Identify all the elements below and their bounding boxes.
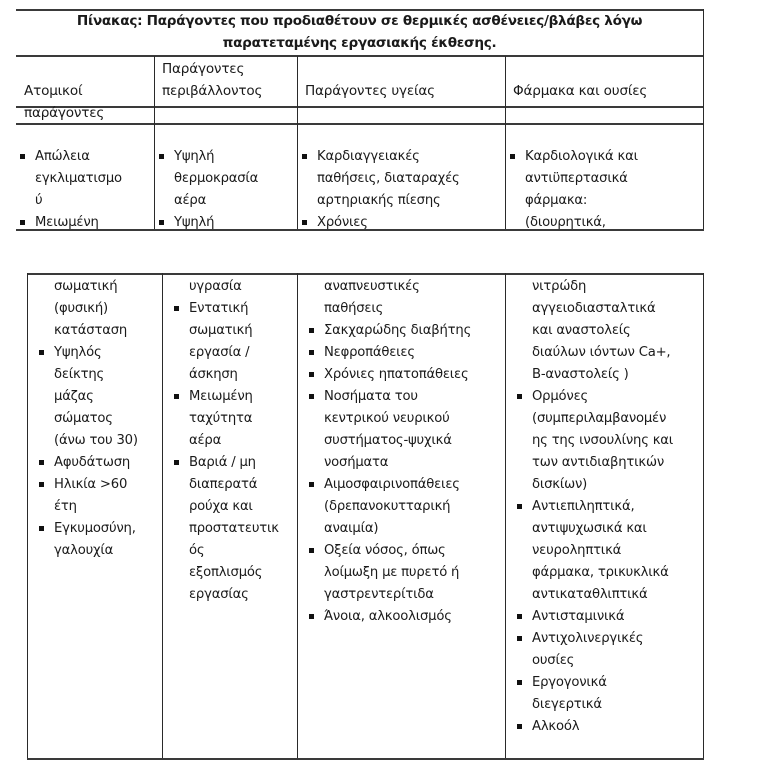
list-item-continuation: προστατευτικ	[189, 521, 279, 536]
list-item-continuation: αντιψυχωσικά και	[532, 521, 647, 536]
list-item: Βαριά / μη	[172, 452, 296, 474]
list-item-continuation: φάρμακα:	[525, 193, 588, 208]
list-item-continuation: μάζας	[54, 389, 94, 404]
list-item-continuation: γαστρεντερίτιδα	[324, 587, 434, 602]
list-item-continuation: εργασίας	[189, 587, 249, 602]
list-item-continuation: γαλουχία	[54, 543, 114, 558]
list-item-continuation: (άνω του 30)	[54, 433, 138, 448]
part-2-top-border	[27, 273, 704, 275]
list-item-continuation: ός	[189, 543, 205, 558]
list-item-continuation: λοίμωξη με πυρετό ή	[324, 565, 460, 580]
cell-individual-factors-p2	[37, 276, 161, 562]
list-item: Νοσήματα του	[307, 386, 504, 408]
part-1-bottom-border	[16, 106, 704, 108]
list-item: Οξεία νόσος, όπως	[307, 540, 504, 562]
list-item-continuation: αναιμία)	[324, 521, 379, 536]
cell-drugs-substances-p2	[515, 276, 702, 738]
column-header-environmental-factors: Παράγοντες περιβάλλοντος	[162, 61, 263, 99]
column-divider-2-body	[297, 106, 298, 230]
list-item: Αλκοόλ	[515, 716, 702, 738]
list-item-continuation: ύ	[35, 193, 43, 208]
list-item: Ηλικία >60	[37, 474, 161, 496]
list-item-continuation: νευροληπτικά	[532, 543, 622, 558]
list-item-continuation: θερμοκρασία	[174, 171, 259, 186]
list-item-continuation: εξοπλισμός	[189, 565, 263, 580]
list-item: Άνοια, αλκοολισμός	[307, 606, 504, 628]
table-right-border-body	[703, 106, 704, 230]
list-item-continuation: υγρασία	[189, 279, 242, 294]
list-item-continuation: διεγερτικά	[532, 697, 602, 712]
list-item-continuation: αναπνευστικές	[324, 279, 420, 294]
list-item: Εντατική	[172, 298, 296, 320]
list-item-continuation: νοσήματα	[324, 455, 389, 470]
list-item-continuation: παθήσεις, διαταραχές	[317, 171, 460, 186]
list-item-continuation: συστήματος-ψυχικά	[324, 433, 452, 448]
list-item-continuation: ης της ινσουλίνης και	[532, 433, 674, 448]
list-item-continuation: φάρμακα, τρικυκλικά	[532, 565, 669, 580]
part-2-bottom-border	[27, 758, 704, 760]
list-item-continuation: αρτηριακής πίεσης	[317, 193, 441, 208]
list-item: Καρδιολογικά και	[508, 146, 701, 168]
list-item: Εργογονικά	[515, 672, 702, 694]
list-item-continuation: αέρα	[189, 433, 222, 448]
list-item: Ορμόνες	[515, 386, 702, 408]
column-divider-1-body	[154, 106, 155, 230]
column-header-drugs-substances: Φάρμακα και ουσίες	[513, 83, 648, 99]
list-item: Χρόνιες ηπατοπάθειες	[307, 364, 504, 386]
list-item-continuation: σωματική	[189, 323, 253, 338]
list-item-continuation: εργασία /	[189, 345, 250, 360]
header-row-bottom-border	[16, 123, 704, 125]
list-item-continuation: και αναστολείς	[532, 323, 631, 338]
list-item-continuation: εγκλιματισμο	[35, 171, 122, 186]
list-item-continuation: διαπερατά	[189, 477, 258, 492]
list-item-continuation: (συμπεριλαμβανομέν	[532, 411, 667, 426]
list-item-continuation: ρούχα και	[189, 499, 253, 514]
list-item-continuation: (φυσική)	[54, 301, 108, 316]
list-item: Αντισταμινικά	[515, 606, 702, 628]
column-header-health-factors: Παράγοντες υγείας	[305, 83, 435, 99]
title-divider	[16, 55, 704, 57]
list-item-continuation: νιτρώδη	[532, 279, 587, 294]
part-2-right-border	[703, 273, 704, 759]
list-item: Σακχαρώδης διαβήτης	[307, 320, 504, 342]
table-title-line-2: παρατεταμένης εργασιακής έκθεσης.	[222, 35, 497, 51]
cell-environmental-factors-p1	[157, 146, 295, 229]
list-item: Αντιχολινεργικές	[515, 628, 702, 650]
list-item: Αιμοσφαιρινοπάθειες	[307, 474, 504, 496]
list-item-continuation: αγγειοδιασταλτικά	[532, 301, 656, 316]
list-item: Νεφροπάθειες	[307, 342, 504, 364]
part-2-left-border	[27, 273, 28, 759]
list-item-continuation: (διουρητικά,	[525, 215, 606, 229]
list-item: Χρόνιες	[300, 212, 503, 229]
list-item: Υψηλός	[37, 342, 161, 364]
list-item-continuation: ταχύτητα	[189, 411, 253, 426]
cell-health-factors-p2	[307, 276, 504, 628]
cell-health-factors-p1	[300, 146, 503, 229]
list-item-continuation: παθήσεις	[324, 301, 384, 316]
list-item: Απώλεια	[18, 146, 152, 168]
list-item-continuation: αέρα	[174, 193, 207, 208]
list-item-continuation: Β-αναστολείς )	[532, 367, 629, 382]
list-item-continuation: κεντρικού νευρικού	[324, 411, 450, 426]
cell-environmental-factors-p2	[172, 276, 296, 606]
column-divider-1	[154, 56, 155, 107]
list-item: Υψηλή	[157, 146, 295, 168]
list-item: Καρδιαγγειακές	[300, 146, 503, 168]
table-title-line-1: Πίνακας: Παράγοντες που προδιαθέτουν σε θερμικές ασθένειες/βλάβες λόγω	[76, 13, 643, 29]
list-item-continuation: κατάσταση	[54, 323, 128, 338]
list-item-continuation: (δρεπανοκυτταρική	[324, 499, 451, 514]
list-item: Μειωμένη	[18, 212, 152, 229]
list-item: Υψηλή	[157, 212, 295, 229]
list-item: Εγκυμοσύνη,	[37, 518, 161, 540]
list-item: Αφυδάτωση	[37, 452, 161, 474]
cell-drugs-substances-p1	[508, 146, 701, 229]
column-header-individual-factors: Ατομικοί	[24, 83, 83, 99]
list-item-continuation: δείκτης	[54, 367, 105, 382]
list-item-continuation: των αντιδιαβητικών	[532, 455, 664, 470]
part-2-column-divider-2	[297, 273, 298, 759]
list-item-continuation: δισκίων)	[532, 477, 588, 492]
table-right-border	[703, 9, 704, 107]
list-item-continuation: ουσίες	[532, 653, 575, 668]
list-item-continuation: αντιϋπερτασικά	[525, 171, 628, 186]
list-item-continuation: διαύλων ιόντων Ca+,	[532, 345, 671, 360]
cell-individual-factors-p1	[18, 146, 152, 229]
column-divider-3	[505, 56, 506, 107]
column-divider-2	[297, 56, 298, 107]
column-divider-3-body	[505, 106, 506, 230]
column-header-individual-factors-line-2: παράγοντες	[24, 105, 105, 121]
part-2-column-divider-3	[505, 273, 506, 759]
list-item: Μειωμένη	[172, 386, 296, 408]
list-item: Αντιεπιληπτικά,	[515, 496, 702, 518]
part-1-page-break-border	[16, 229, 704, 231]
list-item-continuation: έτη	[54, 499, 77, 514]
list-item-continuation: αντικαταθλιπτικά	[532, 587, 648, 602]
list-item-continuation: σώματος	[54, 411, 113, 426]
list-item-continuation: άσκηση	[189, 367, 238, 382]
part-2-column-divider-1	[162, 273, 163, 759]
table-title	[16, 10, 703, 54]
list-item-continuation: σωματική	[54, 279, 118, 294]
